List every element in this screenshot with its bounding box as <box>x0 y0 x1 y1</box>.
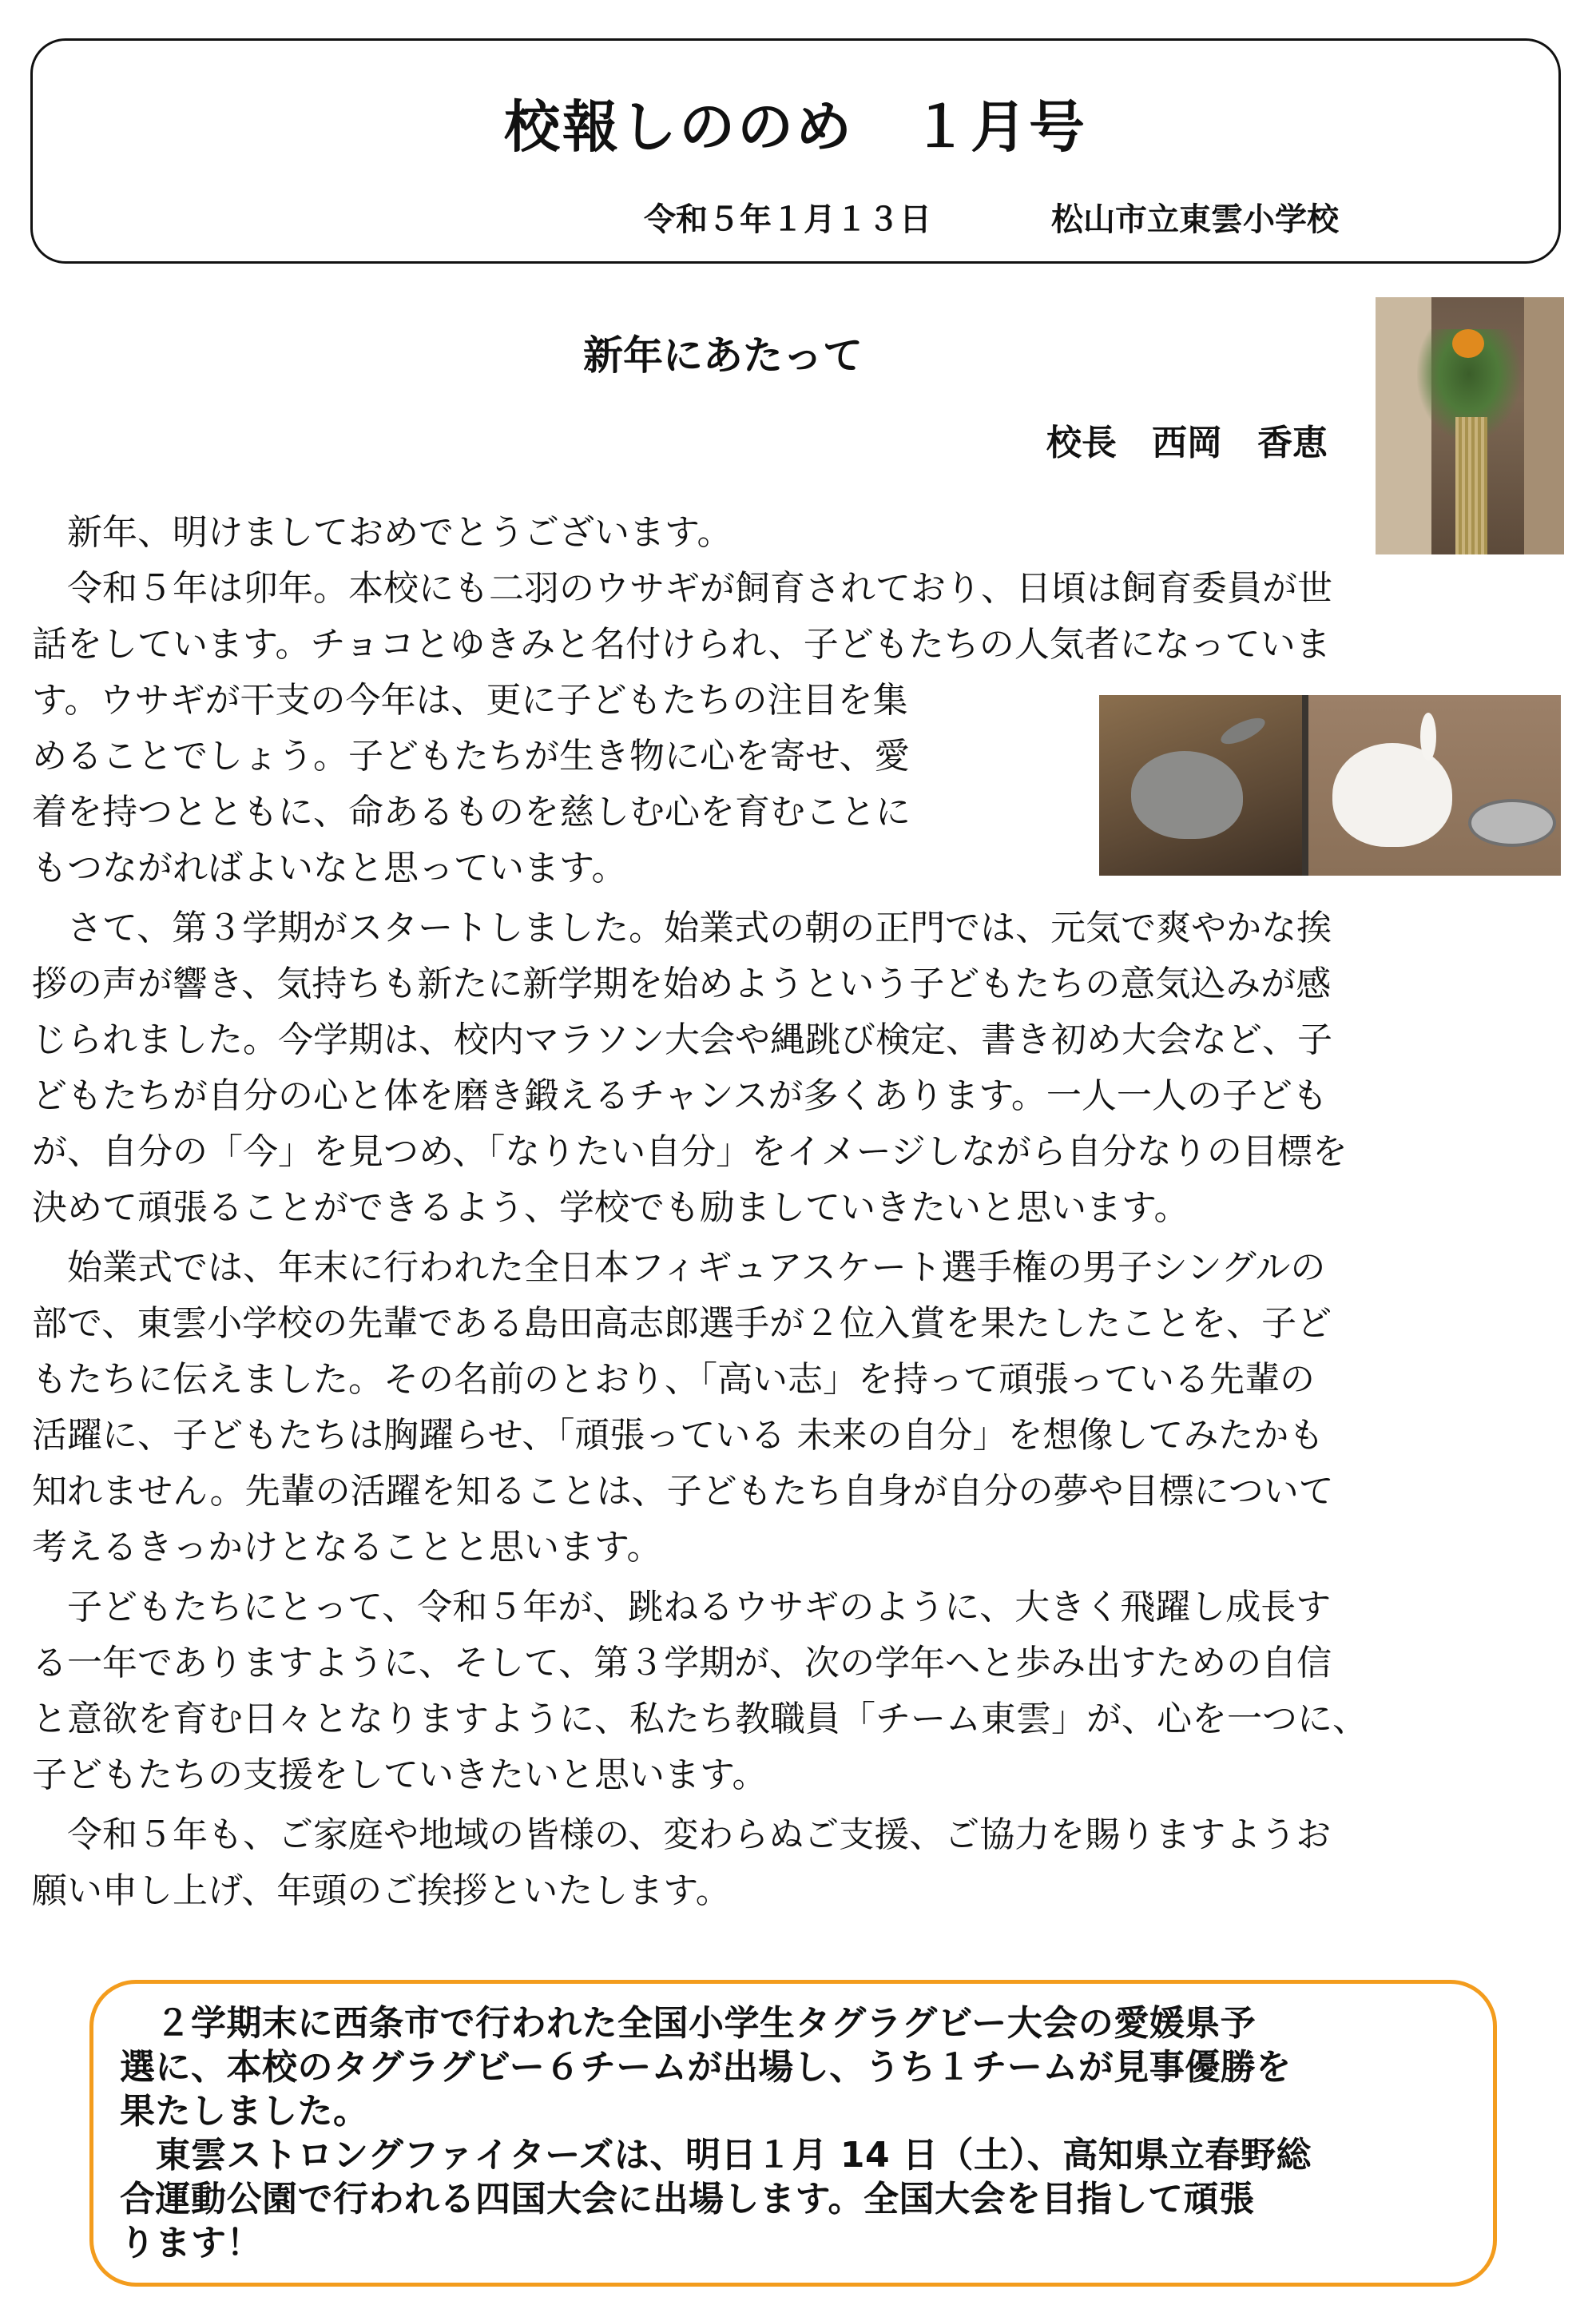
article-line: 活躍に、子どもたちは胸躍らせ、「頑張っている 未来の自分」を想像してみたかも <box>32 1415 1324 1456</box>
article-line: どもたちが自分の心と体を磨き鍛えるチャンスが多くあります。一人一人の子ども <box>32 1075 1328 1116</box>
notice-line: 選に、本校のタグラグビー６チームが出場し、うち１チームが見事優勝を <box>120 2047 1292 2088</box>
rabbits-photo <box>1099 695 1561 876</box>
notice-line: 東雲ストロングファイターズは、明日１月 14 日（土）、高知県立春野総 <box>120 2135 1312 2176</box>
article-line: じられました。今学期は、校内マラソン大会や縄跳び検定、書き初め大会など、子 <box>32 1019 1332 1060</box>
article-line: 話をしています。チョコとゆきみと名付けられ、子どもたちの人気者になっていま <box>32 624 1331 665</box>
article-line: さて、第３学期がスタートしました。始業式の朝の正門では、元気で爽やかな挨 <box>32 908 1332 948</box>
article-line: る一年でありますように、そして、第３学期が、次の学年へと歩み出すための自信 <box>32 1643 1332 1683</box>
article-author: 校長 西岡 香恵 <box>1046 423 1328 463</box>
header-box <box>30 38 1561 264</box>
white-rabbit-photo <box>1308 695 1561 876</box>
article-title: 新年にあたって <box>583 332 863 379</box>
article-line: 拶の声が響き、気持ちも新たに新学期を始めようという子どもたちの意気込みが感 <box>32 964 1332 1004</box>
issue-date: 令和５年１月１３日 <box>644 201 931 238</box>
article-line: す。ウサギが干支の今年は、更に子どもたちの注目を集 <box>32 680 908 721</box>
school-name: 松山市立東雲小学校 <box>1051 201 1339 238</box>
article-line: が、自分の「今」を見つめ、「なりたい自分」をイメージしながら自分なりの目標を <box>32 1131 1348 1172</box>
article-line: 着を持つとともに、命あるものを慈しむ心を育むことに <box>32 792 911 833</box>
article-line: 始業式では、年末に行われた全日本フィギュアスケート選手権の男子シングルの <box>32 1247 1326 1288</box>
article-line: と意欲を育む日々となりますように、私たち教職員「チーム東雲」が、心を一つに、 <box>32 1699 1368 1739</box>
gray-rabbit-photo <box>1099 695 1302 876</box>
article-line: 子どもたちの支援をしていきたいと思います。 <box>32 1755 768 1795</box>
notice-line: 合運動公園で行われる四国大会に出場します。全国大会を目指して頑張 <box>120 2179 1255 2220</box>
article-line: 子どもたちにとって、令和５年が、跳ねるウサギのように、大きく飛躍し成長す <box>32 1587 1332 1627</box>
article-line: 考えるきっかけとなることと思います。 <box>32 1527 662 1568</box>
article-line: 決めて頑張ることができるよう、学校でも励ましていきたいと思います。 <box>32 1187 1189 1228</box>
new-year-decoration-photo <box>1376 297 1564 554</box>
article-line: 部で、東雲小学校の先輩である島田高志郎選手が２位入賞を果たしたことを、子ど <box>32 1303 1332 1344</box>
notice-line: ります！ <box>120 2223 262 2263</box>
article-line: もたちに伝えました。その名前のとおり、「高い志」を持って頑張っている先輩の <box>32 1359 1315 1400</box>
article-line: 令和５年も、ご家庭や地域の皆様の、変わらぬご支援、ご協力を賜りますようお <box>32 1814 1332 1855</box>
article-line: めることでしょう。子どもたちが生き物に心を寄せ、愛 <box>32 736 910 777</box>
article-line: 令和５年は卯年。本校にも二羽のウサギが飼育されており、日頃は飼育委員が世 <box>32 568 1332 609</box>
newsletter-title: 校報しののめ １月号 <box>504 94 1087 160</box>
article-line: 知れません。先輩の活躍を知ることは、子どもたち自身が自分の夢や目標について <box>32 1471 1334 1512</box>
article-line: もつながればよいなと思っています。 <box>32 848 627 888</box>
notice-line: 果たしました。 <box>120 2091 369 2132</box>
notice-line: ２学期末に西条市で行われた全国小学生タグラグビー大会の愛媛県予 <box>120 2003 1257 2044</box>
article-line: 願い申し上げ、年頭のご挨拶といたします。 <box>32 1870 731 1911</box>
article-line: 新年、明けましておめでとうございます。 <box>32 512 732 553</box>
